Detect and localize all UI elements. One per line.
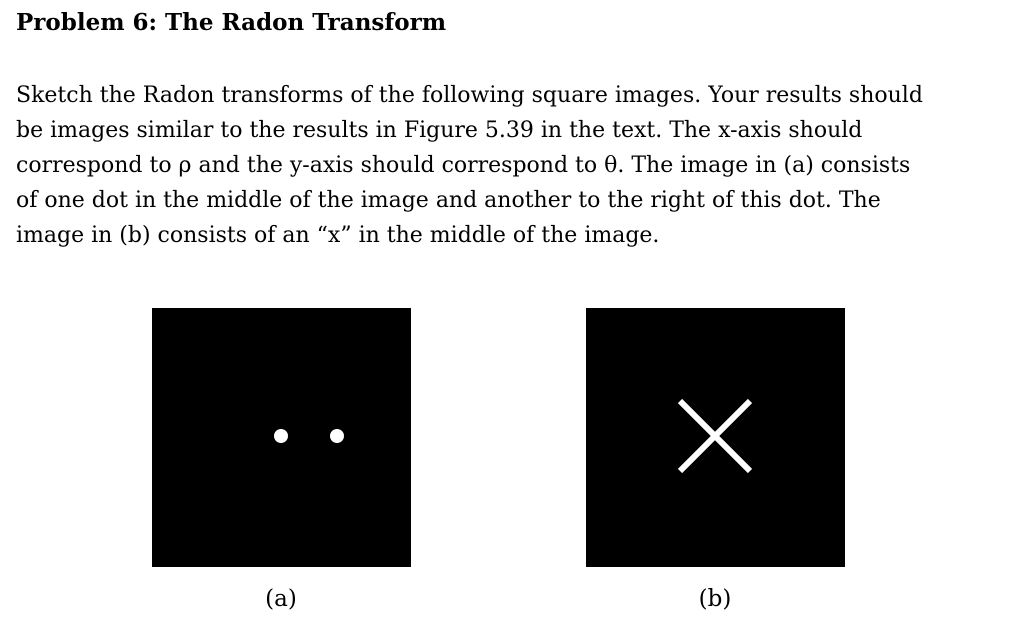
figure-b-caption: (b) [698, 586, 732, 612]
description-line: Sketch the Radon transforms of the following square images. Your results should [16, 83, 923, 108]
x-shape [586, 308, 845, 567]
description-line: of one dot in the middle of the image and another to the right of this dot. The [16, 188, 881, 213]
figure-a-caption: (a) [265, 586, 297, 612]
problem-description [16, 78, 976, 253]
problem-title: Problem 6: The Radon Transform [16, 9, 447, 36]
description-line: be images similar to the results in Figure 5.39 in the text. The x-axis should [16, 118, 863, 143]
center-dot [274, 429, 288, 443]
description-line: image in (b) consists of an “x” in the middle of the image. [16, 223, 660, 248]
right-dot [330, 429, 344, 443]
description-line: correspond to ρ and the y-axis should correspond to θ. The image in (a) consists [16, 153, 911, 178]
figure-a-two-dots-image [152, 308, 411, 567]
figure-b-x-image [586, 308, 845, 567]
